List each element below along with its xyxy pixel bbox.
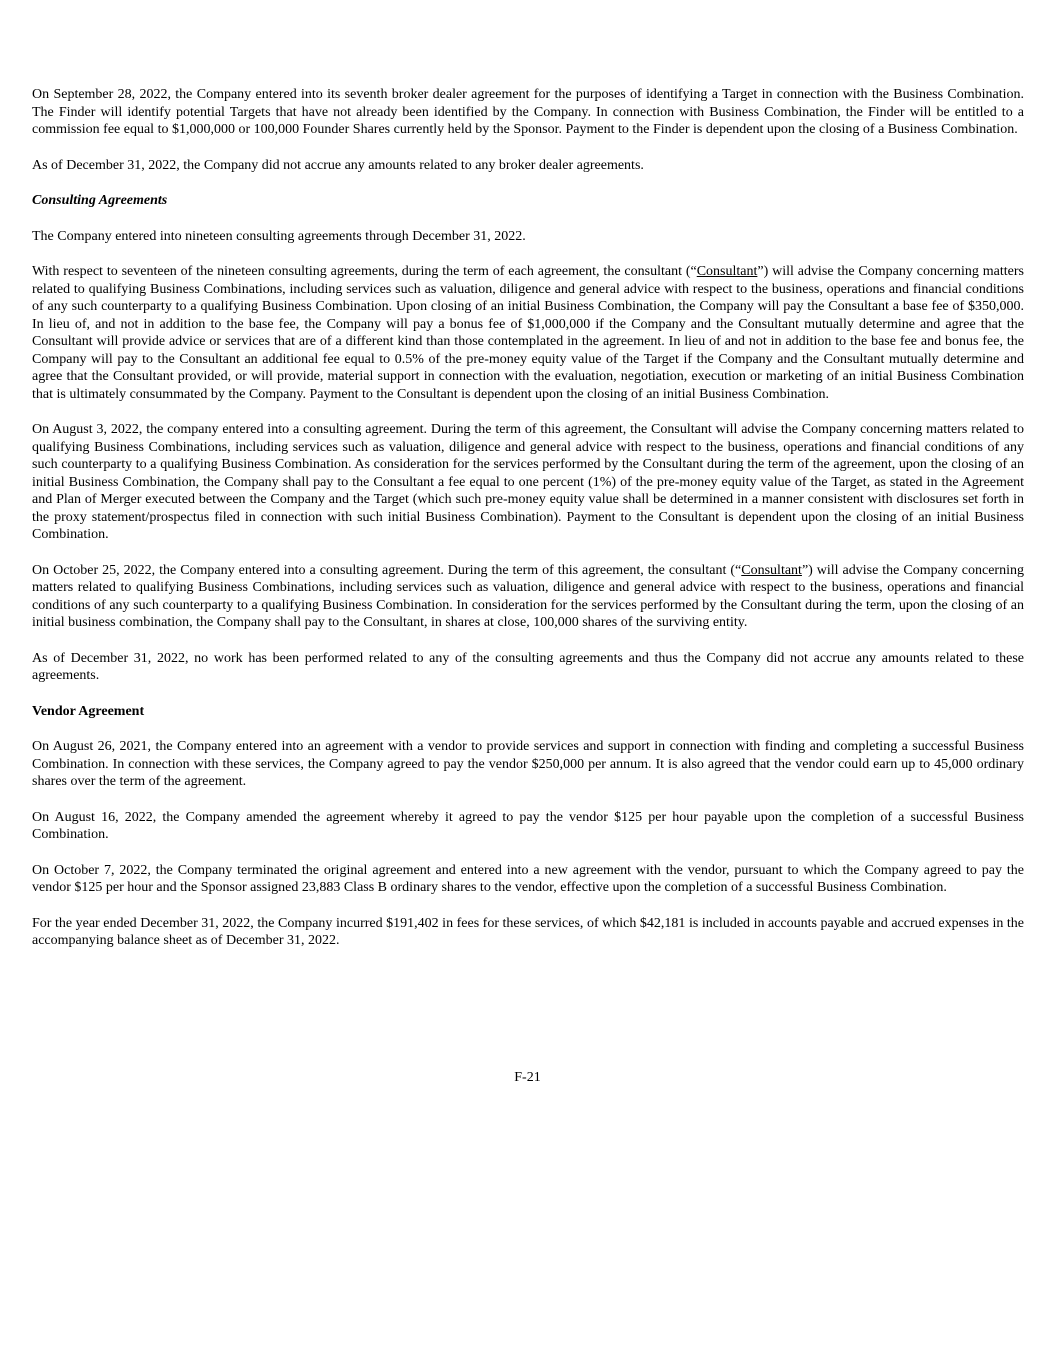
consulting-october-text-end: ”) will advise the Company concerning matters related to qualifying Business Combinations, including services such as valuation, diligence and general advice with respect to the business, operations and financial conditions of any such counterparty to a qualifying Business Combination. In consideration for the services performed by the Consultant during the term, upon the closing of an initial business combination, the Company shall pay to the Consultant, in shares at close, 100,000 shares of the surviving entity.	[32, 562, 1024, 630]
vendor-original-agreement-paragraph: On August 26, 2021, the Company entered into an agreement with a vendor to provide services and support in connection with finding and completing a successful Business Combination. In connection with these services, the Company agreed to pay the vendor $250,000 per annum. It is also agreed that the vendor could earn up to 45,000 ordinary shares over the term of the agreement.	[32, 739, 1024, 789]
vendor-amendment-paragraph: On August 16, 2022, the Company amended the agreement whereby it agreed to pay the vendor $125 per hour payable upon the completion of a successful Business Combination.	[32, 809, 1024, 842]
document-body	[32, 86, 1024, 968]
consulting-agreements-heading: Consulting Agreements	[32, 193, 168, 208]
consulting-accrual-paragraph: As of December 31, 2022, no work has been performed related to any of the consulting agreements and thus the Company did not accrue any amounts related to these agreements.	[32, 650, 1024, 683]
broker-dealer-seventh-agreement-paragraph: On September 28, 2022, the Company entered into its seventh broker dealer agreement for the purposes of identifying a Target in connection with the Business Combination. The Finder will identify potential Targets that have not already been identified by the Company. In connection with Business Combination, the Finder will be entitled to a commission fee equal to $1,000,000 or 100,000 Founder Shares currently held by the Sponsor. Payment to the Finder is dependent upon the closing of a Business Combination.	[32, 87, 1024, 137]
consulting-seventeen-text-end: ”) will advise the Company concerning matters related to qualifying Business Combinations, including services such as valuation, diligence and general advice with respect to the business, operations and financial conditions of any such counterparty to a qualifying Business Combination. Upon closing of an initial Business Combination, the Company will pay the Consultant a base fee of $350,000. In lieu of, and not in addition to the base fee, the Company will pay a bonus fee of $1,000,000 if the Company and the Consultant mutually determine and agree that the Consultant will provide advice or services that are of a different kind than those contemplated in the agreement. In lieu of and not in addition to the base fee and bonus fee, the Company will pay to the Consultant an additional fee equal to 0.5% of the pre-money equity value of the Target if the Company and the Consultant mutually determine and agree that the Consultant provided, or will provide, material support in connection with the evaluation, negotiation, execution or marketing of an initial Business Combination that is ultimately consummated by the Company. Payment to the Consultant is dependent upon the closing of an initial Business Combination.	[32, 264, 1024, 402]
consulting-intro-paragraph: The Company entered into nineteen consulting agreements through December 31, 2022.	[32, 228, 526, 244]
consulting-october-text-start: On October 25, 2022, the Company entered into a consulting agreement. During the term of this agreement, the consultant (“	[32, 562, 742, 578]
consulting-seventeen-text-start: With respect to seventeen of the nineteen consulting agreements, during the term of each agreement, the consultant (“	[32, 264, 697, 279]
consulting-october-agreement-paragraph	[32, 562, 1024, 632]
broker-dealer-accrual-paragraph: As of December 31, 2022, the Company did not accrue any amounts related to any broker dealer agreements.	[32, 157, 644, 173]
page-number: F-21	[514, 1070, 541, 1085]
vendor-fees-incurred-paragraph: For the year ended December 31, 2022, the Company incurred $191,402 in fees for these services, of which $42,181 is included in accounts payable and accrued expenses in the accompanying balance sheet as of December 31, 2022.	[32, 915, 1024, 948]
vendor-termination-paragraph: On October 7, 2022, the Company terminated the original agreement and entered into a new agreement with the vendor, pursuant to which the Company agreed to pay the vendor $125 per hour and the Sponsor assigned 23,883 Class B ordinary shares to the vendor, effective upon the completion of a successful Business Combination.	[32, 862, 1024, 895]
consultant-defined-term: Consultant	[741, 562, 802, 578]
consulting-seventeen-agreements-paragraph	[32, 263, 1024, 403]
vendor-agreement-heading: Vendor Agreement	[32, 703, 145, 719]
consultant-defined-term: Consultant	[696, 264, 758, 279]
consulting-august-agreement-paragraph: On August 3, 2022, the company entered into a consulting agreement. During the term of this agreement, the Consultant will advise the Company concerning matters related to qualifying Business Combinations, including services such as valuation, diligence and general advice with respect to the business, operations and financial conditions of any such counterparty to a qualifying Business Combination. As consideration for the services performed by the Consultant during the term of the agreement, upon the closing of an initial Business Combination, the Company shall pay to the Consultant a fee equal to one percent (1%) of the pre-money equity value of the Target, as stated in the Agreement and Plan of Merger executed between the Company and the Target (which such pre-money equity value shall be determined in a manner consistent with disclosures set forth in the proxy statement/prospectus filed in connection with such initial Business Combination). Payment to the Consultant is dependent upon the closing of an initial Business Combination.	[32, 422, 1024, 542]
